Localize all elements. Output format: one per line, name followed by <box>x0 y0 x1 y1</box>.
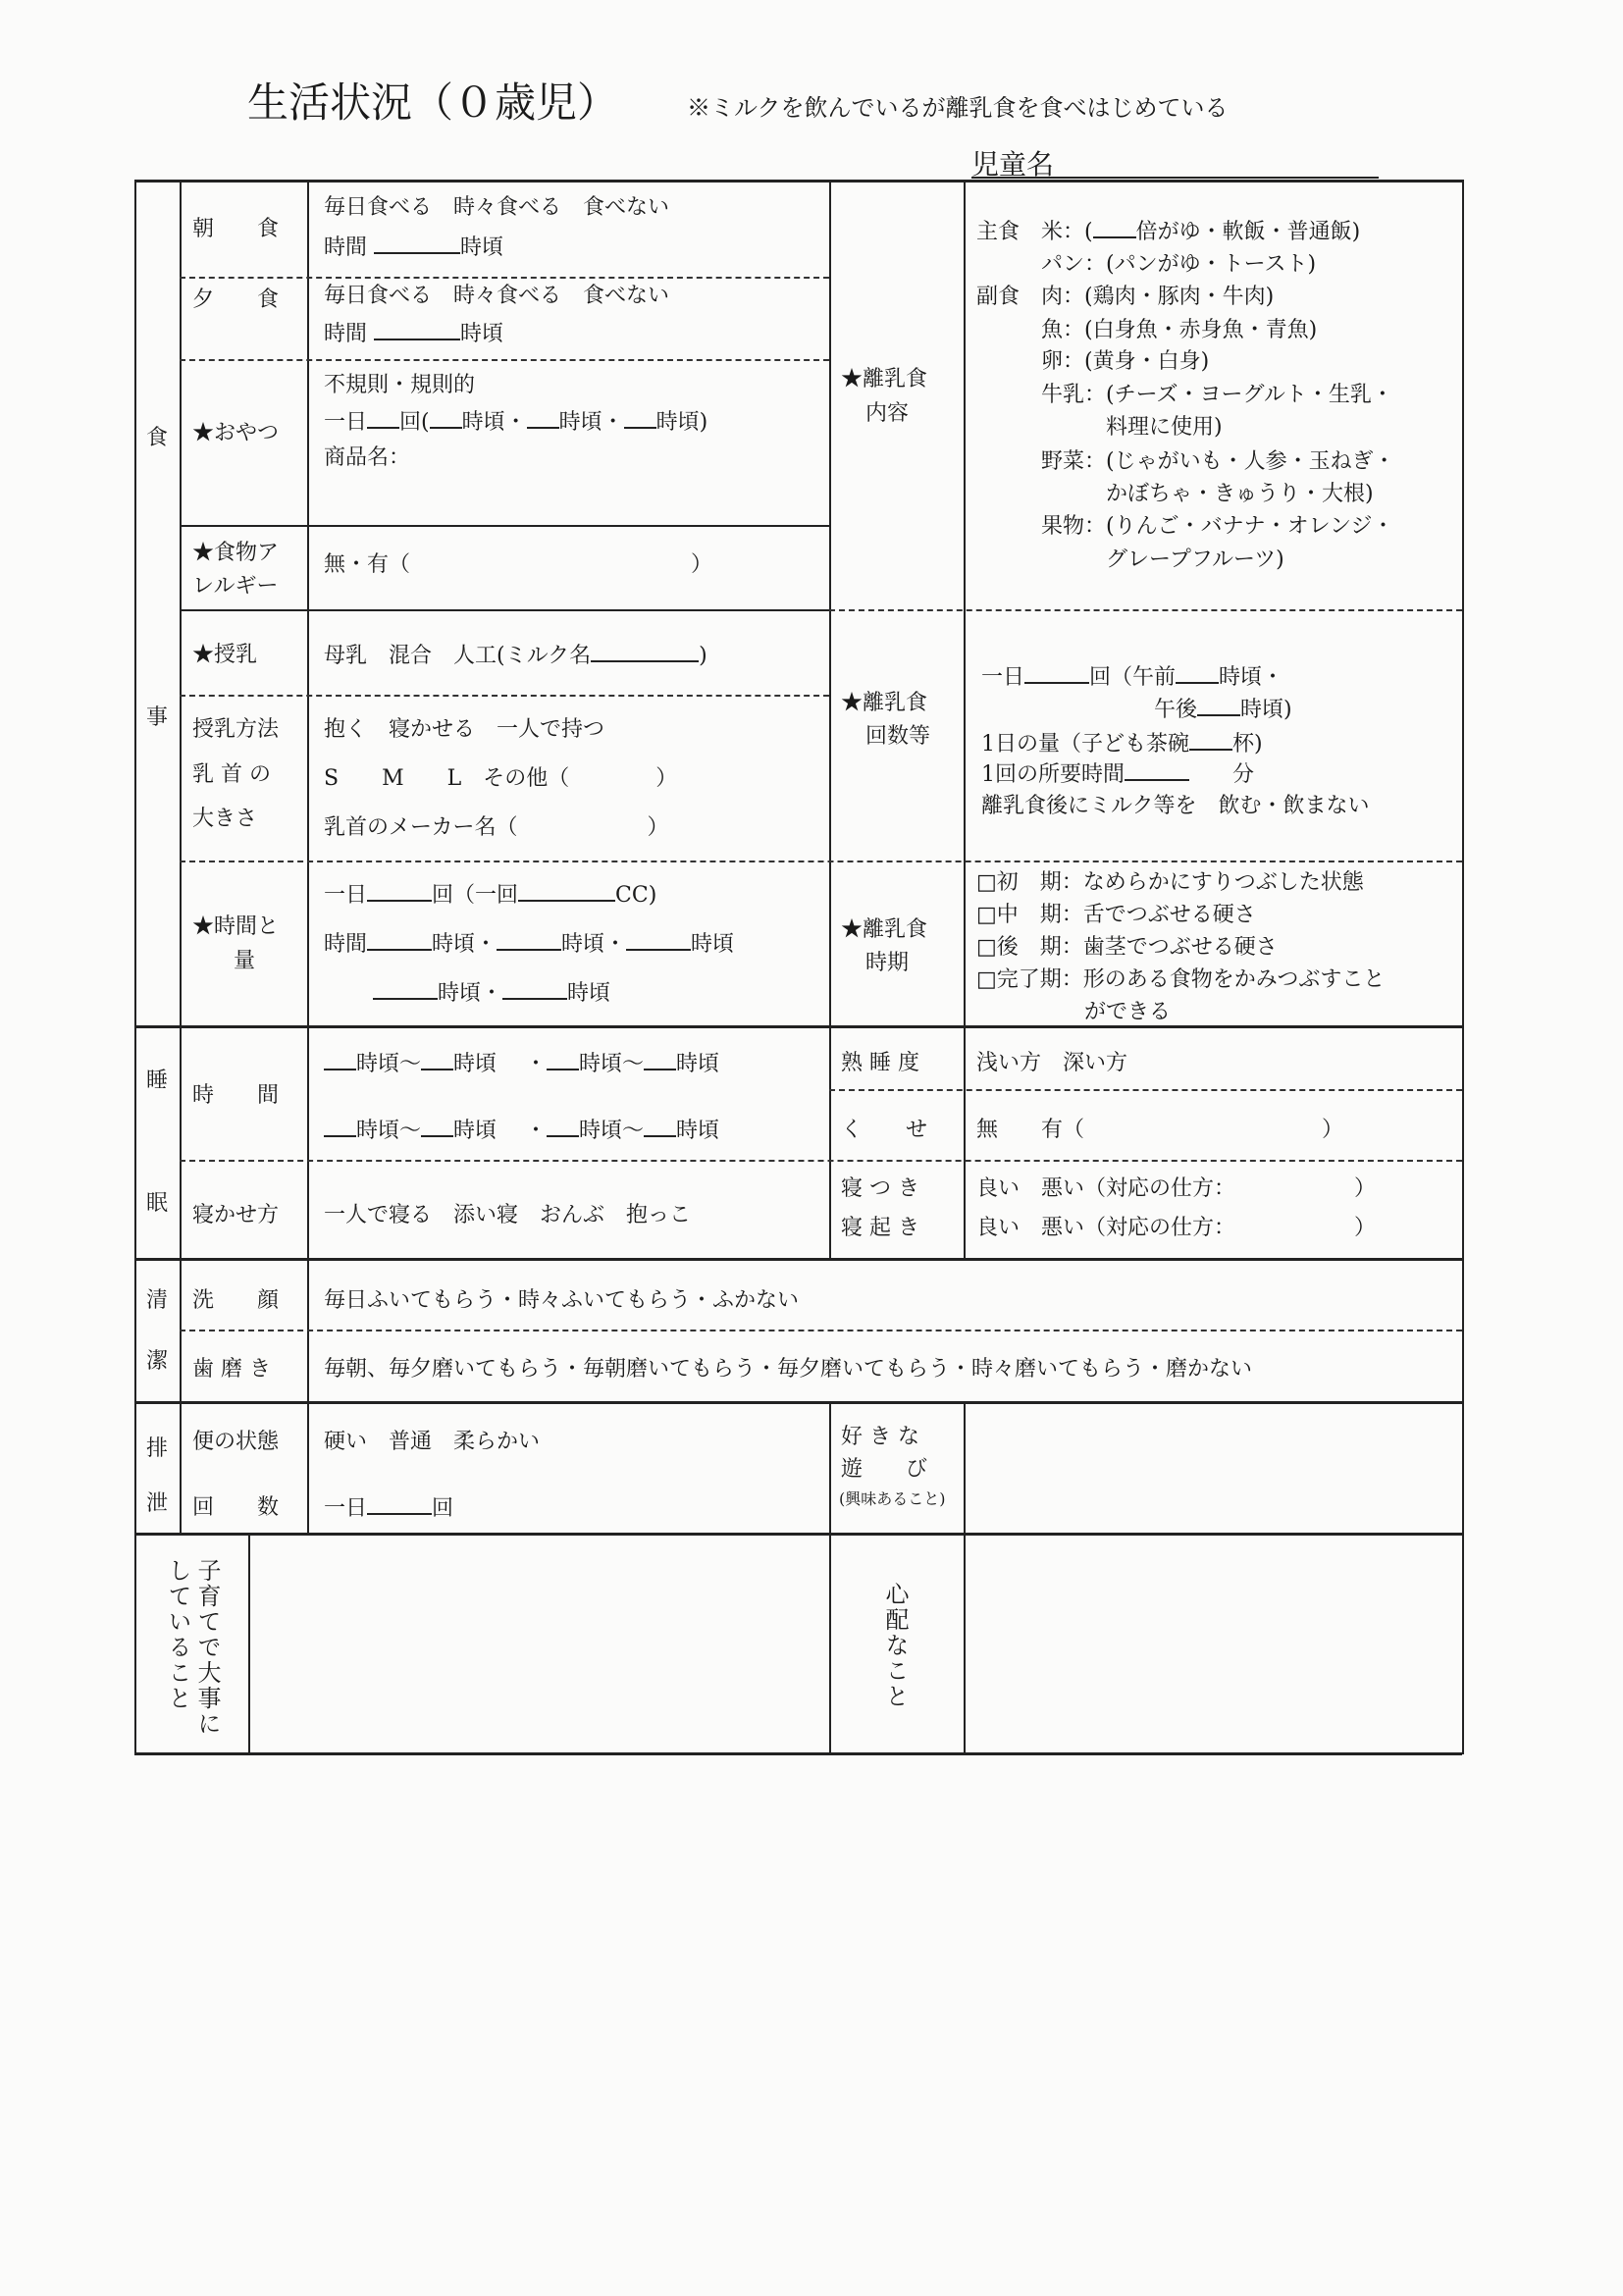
sleep-habit-field[interactable]: 無 有（ ） <box>976 1118 1344 1142</box>
sleep-method-options[interactable]: 一人で寝る 添い寝 おんぶ 抱っこ <box>324 1203 692 1227</box>
list-item[interactable]: 魚：(白身魚・赤身魚・青魚) <box>976 318 1318 342</box>
table-border <box>134 180 1462 183</box>
favorite-play-field[interactable] <box>967 1404 1460 1531</box>
sleep-time-label: 時 間 <box>192 1083 280 1108</box>
nipple-size-label: 大きさ <box>192 807 258 831</box>
tooth-brush-label: 歯 磨 き <box>192 1357 271 1382</box>
stage-checkbox-middle[interactable]: □中 期：舌でつぶせる硬さ <box>976 903 1256 927</box>
baby-food-count-field[interactable]: 午後 時頃) <box>981 698 1292 722</box>
divider <box>180 861 1462 862</box>
stool-count-field[interactable]: 一日 回 <box>324 1496 454 1521</box>
section-label-meal: 食 <box>146 426 169 450</box>
baby-food-duration-field[interactable]: 1回の所要時間 分 <box>981 762 1255 787</box>
baby-food-count-field[interactable]: 一日 回（午前 時頃・ <box>981 665 1284 690</box>
sleep-depth-options[interactable]: 浅い方 深い方 <box>976 1051 1128 1075</box>
stage-checkbox-early[interactable]: □初 期：なめらかにすりつぶした状態 <box>976 870 1364 895</box>
allergy-label: ★食物ア <box>192 541 280 565</box>
dinner-options[interactable]: 毎日食べる 時々食べる 食べない <box>324 284 670 308</box>
list-item[interactable]: 卵：(黄身・白身) <box>976 349 1210 374</box>
face-wash-label: 洗 顔 <box>192 1288 280 1313</box>
dinner-time[interactable]: 時間 時頃 <box>324 322 504 346</box>
blank-field[interactable] <box>527 409 559 429</box>
section-label-excretion: 泄 <box>146 1491 169 1516</box>
falling-asleep-field[interactable]: 良い 悪い（対応の仕方： ） <box>976 1176 1377 1201</box>
time-amount-label: 量 <box>234 949 256 973</box>
stage-checkbox-late[interactable]: □後 期：歯茎でつぶせる硬さ <box>976 935 1278 960</box>
blank-field[interactable] <box>374 321 460 340</box>
face-wash-options[interactable]: 毎日ふいてもらう・時々ふいてもらう・ふかない <box>324 1288 800 1313</box>
divider <box>180 277 829 279</box>
tooth-brush-options[interactable]: 毎朝、毎夕磨いてもらう・毎朝磨いてもらう・毎夕磨いてもらう・時々磨いてもらう・磨かない <box>324 1357 1253 1382</box>
blank-field[interactable] <box>644 1051 676 1070</box>
snack-regularity[interactable]: 不規則・規則的 <box>324 373 476 397</box>
baby-food-stage-label: 時期 <box>865 951 910 975</box>
blank-field[interactable] <box>374 235 460 254</box>
blank-field[interactable] <box>421 1051 453 1070</box>
divider <box>180 359 829 361</box>
parenting-priorities-label: 子育てで大事にしていること <box>164 1558 221 1737</box>
breakfast-time[interactable]: 時間 時頃 <box>324 235 504 260</box>
feeding-count-field[interactable]: 一日 回（一回 CC) <box>324 883 657 908</box>
divider <box>829 180 831 1258</box>
baby-food-content-label: ★離乳食 <box>841 367 928 391</box>
divider <box>964 1401 966 1752</box>
divider <box>248 1533 250 1752</box>
blank-field[interactable] <box>430 409 462 429</box>
waking-label: 寝 起 き <box>841 1216 919 1240</box>
stool-options[interactable]: 硬い 普通 柔らかい <box>324 1430 541 1454</box>
blank-field[interactable] <box>373 980 438 1000</box>
breakfast-label: 朝 食 <box>192 217 280 241</box>
blank-field[interactable] <box>624 409 656 429</box>
divider <box>829 1089 1462 1091</box>
blank-field[interactable] <box>1189 731 1232 751</box>
falling-asleep-label: 寝 つ き <box>841 1176 919 1201</box>
blank-field[interactable] <box>1176 664 1219 684</box>
list-item[interactable]: グレープフルーツ) <box>976 548 1284 572</box>
blank-field[interactable] <box>547 1051 579 1070</box>
list-item[interactable]: 副食 肉：(鶏肉・豚肉・牛肉) <box>976 285 1275 309</box>
stage-text: ができる <box>976 1000 1172 1024</box>
allergy-label: レルギー <box>192 574 279 599</box>
list-item[interactable]: かぼちゃ・きゅうり・大根) <box>976 482 1374 506</box>
baby-food-count-label: ★離乳食 <box>841 691 928 715</box>
blank-field[interactable] <box>1024 664 1089 684</box>
page-title: 生活状況（０歳児） <box>247 78 619 127</box>
blank-field[interactable] <box>324 1051 356 1070</box>
table-border <box>134 1752 1462 1755</box>
favorite-play-label: 遊 び <box>841 1457 928 1482</box>
baby-food-count-label: 回数等 <box>865 724 931 749</box>
stool-label: 便の状態 <box>192 1430 280 1454</box>
feeding-times-field[interactable]: 時間 時頃・ 時頃・ 時頃 <box>324 932 735 957</box>
section-label-clean: 清 <box>146 1288 169 1313</box>
divider <box>180 695 829 697</box>
sleep-habit-label: く せ <box>841 1118 928 1142</box>
page-subtitle: ※ミルクを飲んでいるが離乳食を食べはじめている <box>687 94 1229 122</box>
snack-label: ★おやつ <box>192 421 280 445</box>
divider <box>180 1160 1462 1162</box>
blank-field[interactable] <box>547 1118 579 1137</box>
blank-field[interactable] <box>367 409 399 429</box>
sleep-method-label: 寝かせ方 <box>192 1203 280 1227</box>
table-border <box>134 180 136 1754</box>
nipple-maker-field[interactable]: 乳首のメーカー名（ ） <box>324 815 669 840</box>
blank-field[interactable] <box>497 931 561 951</box>
blank-field[interactable] <box>367 882 432 902</box>
table-border <box>1462 180 1464 1754</box>
sleep-time-field[interactable]: 時頃～ 時頃 ・ 時頃～ 時頃 <box>324 1051 719 1077</box>
time-amount-label: ★時間と <box>192 914 280 939</box>
list-item[interactable]: 牛乳：(チーズ・ヨーグルト・生乳・ <box>976 383 1393 407</box>
divider <box>829 1401 831 1752</box>
nipple-size-options[interactable]: S M L その他（ ） <box>324 766 678 791</box>
parenting-priorities-field[interactable] <box>251 1536 827 1750</box>
nipple-size-label: 乳 首 の <box>192 762 271 787</box>
child-name-field[interactable] <box>971 177 1379 179</box>
baby-food-stage-label: ★離乳食 <box>841 917 928 942</box>
nursing-method-options[interactable]: 抱く 寝かせる 一人で持つ <box>324 717 605 742</box>
blank-field[interactable] <box>1093 219 1136 238</box>
list-item[interactable]: 主食 米：( 倍がゆ・軟飯・普通飯) <box>976 220 1361 244</box>
nursing-label: ★授乳 <box>192 643 258 667</box>
milk-after-food-options[interactable]: 離乳食後にミルク等を 飲む・飲まない <box>981 794 1370 818</box>
divider <box>180 609 829 611</box>
blank-field[interactable] <box>644 1118 676 1137</box>
sleep-time-field[interactable]: 時頃～ 時頃 ・ 時頃～ 時頃 <box>324 1118 719 1144</box>
baby-food-content-label: 内容 <box>865 401 910 426</box>
baby-food-amount-field[interactable]: 1日の量（子ども茶碗 杯) <box>981 732 1263 757</box>
worries-field[interactable] <box>967 1536 1460 1750</box>
stage-checkbox-complete[interactable]: □完了期：形のある食物をかみつぶすこと <box>976 967 1386 992</box>
section-label-excretion: 排 <box>146 1436 169 1461</box>
blank-field[interactable] <box>518 882 615 902</box>
nursing-method-label: 授乳方法 <box>192 717 280 742</box>
allergy-field[interactable]: 無・有（ ） <box>324 552 713 577</box>
worries-label: 心配なこと <box>881 1582 909 1709</box>
divider <box>180 525 829 527</box>
breakfast-options[interactable]: 毎日食べる 時々食べる 食べない <box>324 195 670 220</box>
section-label-sleep: 睡 <box>146 1069 169 1093</box>
dinner-label: 夕 食 <box>192 287 280 312</box>
blank-field[interactable] <box>1197 697 1240 716</box>
snack-times[interactable]: 一日 回( 時頃・ 時頃・ 時頃) <box>324 410 708 435</box>
divider <box>134 1258 1462 1261</box>
favorite-play-note: (興味あること) <box>839 1489 946 1508</box>
nursing-field[interactable]: 母乳 混合 人工(ミルク名 ) <box>324 644 707 668</box>
blank-field[interactable] <box>626 931 691 951</box>
section-label-meal: 事 <box>146 705 169 730</box>
stool-count-label: 回 数 <box>192 1495 280 1520</box>
waking-field[interactable]: 良い 悪い（対応の仕方： ） <box>976 1216 1377 1240</box>
section-label-clean: 潔 <box>146 1349 169 1374</box>
child-name-label: 児童名 <box>971 148 1055 181</box>
snack-product[interactable]: 商品名： <box>324 445 411 470</box>
blank-field[interactable] <box>502 980 567 1000</box>
blank-field[interactable] <box>1125 761 1189 781</box>
divider <box>829 609 1462 611</box>
list-item[interactable]: 料理に使用) <box>976 415 1223 440</box>
sleep-depth-label: 熟 睡 度 <box>841 1051 919 1075</box>
section-label-sleep: 眠 <box>146 1191 169 1216</box>
list-item[interactable]: パン：(パンがゆ・トースト) <box>976 252 1317 277</box>
divider <box>964 180 966 1258</box>
blank-field[interactable] <box>421 1118 453 1137</box>
list-item[interactable]: 野菜：(じゃがいも・人参・玉ねぎ・ <box>976 449 1395 474</box>
feeding-times-field[interactable]: 時頃・ 時頃 <box>373 980 610 1007</box>
list-item[interactable]: 果物：(りんご・バナナ・オレンジ・ <box>976 514 1394 539</box>
divider <box>180 1330 1462 1331</box>
blank-field[interactable] <box>367 931 432 951</box>
divider <box>134 1025 1462 1028</box>
favorite-play-label: 好 き な <box>841 1425 919 1449</box>
blank-field[interactable] <box>324 1118 356 1137</box>
blank-field[interactable] <box>367 1495 432 1515</box>
blank-field[interactable] <box>591 643 699 662</box>
